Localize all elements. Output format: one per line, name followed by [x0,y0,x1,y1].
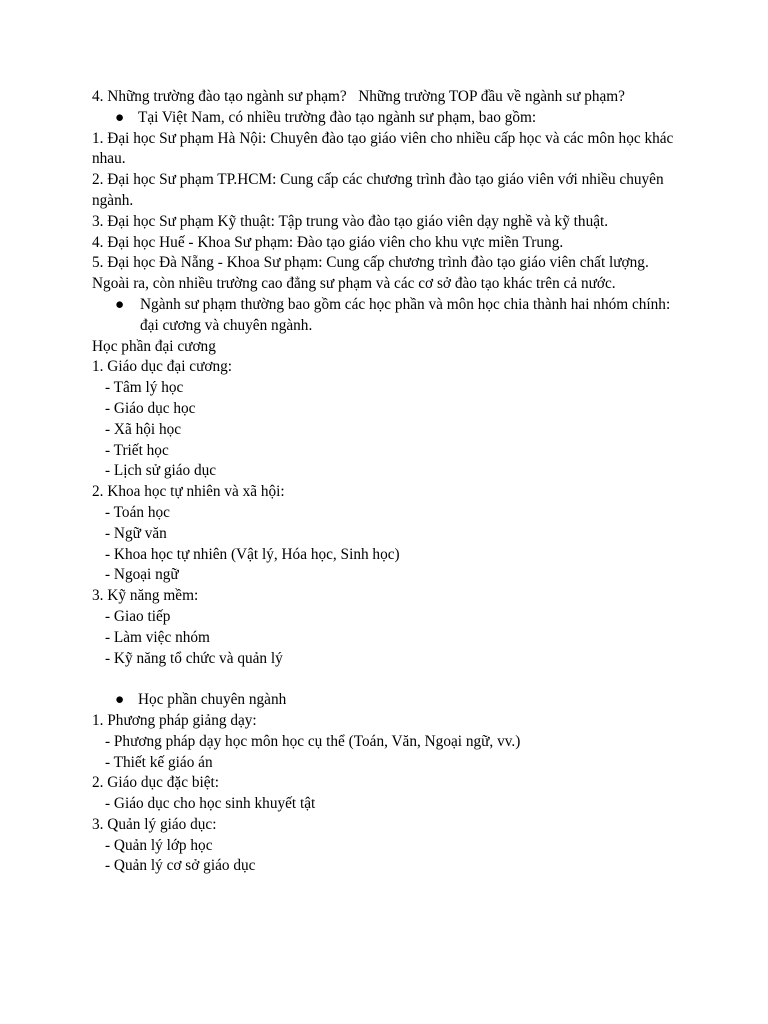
bullet-text: Học phần chuyên ngành [138,691,287,709]
list-item-school: 1. Đại học Sư phạm Hà Nội: Chuyên đào tạo giáo viên cho nhiều cấp học và các môn học khác nhau. [92,129,678,168]
document-page [92,87,682,877]
list-item-subject: - Quản lý lớp học [105,836,213,854]
list-item-subject: - Quản lý cơ sở giáo dục [105,857,256,875]
paragraph-note: Ngoài ra, còn nhiều trường cao đẳng sư phạm và các cơ sở đào tạo khác trên cả nước. [92,275,616,293]
list-item-subject: - Khoa học tự nhiên (Vật lý, Hóa học, Sinh học) [105,545,400,563]
list-item-subject: - Làm việc nhóm [105,628,210,646]
list-item-school: 4. Đại học Huế - Khoa Sư phạm: Đào tạo giáo viên cho khu vực miền Trung. [92,233,564,251]
bullet-item-intro [92,108,682,129]
list-item-subject: - Phương pháp dạy học môn học cụ thể (Toán, Văn, Ngoại ngữ, vv.) [105,732,521,750]
list-item-subject: - Toán học [105,503,170,521]
blank-line [92,669,682,690]
bullet-item-curriculum [92,295,682,337]
subsection-title-general: Học phần đại cương [92,337,216,355]
group-title: 2. Khoa học tự nhiên và xã hội: [92,483,285,501]
list-item-subject: - Giáo dục học [105,399,196,417]
section-heading: 4. Những trường đào tạo ngành sư phạm? Những trường TOP đầu về ngành sư phạm? [92,88,625,105]
group-title: 3. Quản lý giáo dục: [92,815,217,833]
list-item-subject: - Xã hội học [105,420,182,438]
bullet-text: Ngành sư phạm thường bao gồm các học phần và môn học chia thành hai nhóm chính: đại cương và chuyên ngành. [140,295,671,334]
bullet-item-major [92,690,682,711]
group-title: 2. Giáo dục đặc biệt: [92,774,220,792]
list-item-subject: - Giáo dục cho học sinh khuyết tật [105,795,316,813]
group-title: 1. Giáo dục đại cương: [92,358,232,376]
group-title: 1. Phương pháp giảng dạy: [92,711,257,729]
list-item-subject: - Thiết kế giáo án [105,753,213,771]
list-item-subject: - Triết học [105,441,169,459]
list-item-school: 5. Đại học Đà Nẵng - Khoa Sư phạm: Cung cấp chương trình đào tạo giáo viên chất lượng. [92,254,649,272]
bullet-icon: ● [115,691,125,709]
group-title: 3. Kỹ năng mềm: [92,587,199,605]
list-item-subject: - Ngữ văn [105,524,167,542]
bullet-icon: ● [115,295,125,313]
list-item-subject: - Ngoại ngữ [105,566,179,584]
list-item-subject: - Tâm lý học [105,379,184,397]
bullet-icon: ● [115,108,125,126]
list-item-subject: - Kỹ năng tổ chức và quản lý [105,649,283,667]
list-item-subject: - Giao tiếp [105,607,171,625]
list-item-school: 2. Đại học Sư phạm TP.HCM: Cung cấp các chương trình đào tạo giáo viên với nhiều chuyên ngành. [92,171,668,209]
list-item-subject: - Lịch sử giáo dục [105,462,217,480]
list-item-school: 3. Đại học Sư phạm Kỹ thuật: Tập trung vào đào tạo giáo viên dạy nghề và kỹ thuật. [92,212,609,230]
bullet-text: Tại Việt Nam, có nhiều trường đào tạo ngành sư phạm, bao gồm: [138,108,537,126]
